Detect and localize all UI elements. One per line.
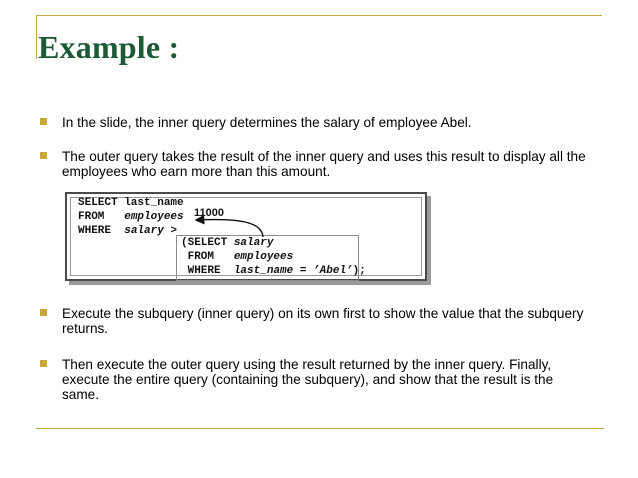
code-text: employees bbox=[124, 211, 184, 223]
code-text: salary bbox=[233, 237, 274, 249]
subquery-line-from bbox=[181, 251, 293, 264]
code-keyword: FROM bbox=[78, 211, 105, 223]
code-line-select bbox=[78, 197, 184, 210]
square-bullet-icon bbox=[40, 118, 47, 125]
code-text: last_name bbox=[117, 197, 184, 209]
code-text: last_name = ’Abel’ bbox=[233, 265, 353, 277]
subquery-line-where bbox=[181, 265, 366, 278]
code-keyword: (SELECT bbox=[181, 237, 234, 249]
bullet-text: In the slide, the inner query determines the salary of employee Abel. bbox=[62, 115, 472, 130]
square-bullet-icon bbox=[40, 309, 47, 316]
bottom-rule bbox=[36, 428, 604, 429]
subquery-line-select bbox=[181, 237, 273, 250]
bullet-text: Then execute the outer query using the result returned by the inner query. Finally, execute the entire query (containing the subquery), and show that the result is the same. bbox=[62, 357, 554, 402]
square-bullet-icon bbox=[40, 360, 47, 367]
left-rule bbox=[36, 15, 37, 59]
code-text: salary > bbox=[124, 225, 178, 237]
code-text: employees bbox=[233, 251, 294, 263]
code-keyword: SELECT bbox=[78, 197, 118, 209]
code-text: ); bbox=[352, 265, 366, 277]
code-keyword: WHERE bbox=[78, 225, 112, 237]
bullet-text: The outer query takes the result of the inner query and uses this result to display all the employees who earn more than this amount. bbox=[62, 149, 586, 179]
code-line-from bbox=[78, 211, 184, 224]
square-bullet-icon bbox=[40, 152, 47, 159]
code-line-where bbox=[78, 225, 177, 238]
code-keyword: WHERE bbox=[187, 265, 221, 277]
bullet-text: Execute the subquery (inner query) on its own first to show the value that the subquery returns. bbox=[62, 306, 584, 336]
code-keyword: FROM bbox=[187, 251, 215, 263]
slide-title: Example : bbox=[38, 29, 180, 65]
top-rule bbox=[36, 15, 602, 16]
returned-value-label: 11000 bbox=[194, 207, 224, 219]
